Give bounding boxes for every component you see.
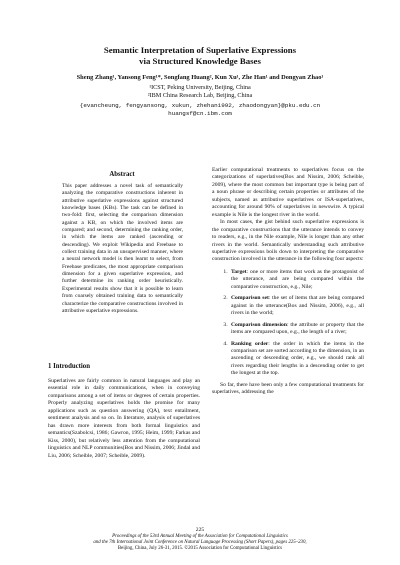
title-line-1: Semantic Interpretation of Superlative Expressions [103, 45, 297, 55]
aspect-term: Comparison dimension [231, 321, 287, 328]
proceedings-footer [40, 534, 360, 551]
abstract-heading: Abstract [109, 171, 135, 178]
aspect-term: Target [231, 268, 247, 275]
right-paragraph-2: In most cases, the gist behind such superlative expressions is the comparative constructions that the utterance intends to convey to readers, e.g., in the Nile example, Nile is longer than any other rivers in the world. Semantically understanding such attributive superlative expressions boils down to interpreting the comparative construction involved in the utterance in the following four aspects: [212, 219, 364, 263]
aspect-item [229, 295, 364, 317]
aspect-item [229, 322, 364, 337]
aspect-item [229, 341, 364, 378]
email-line-2: huangsf@cn.ibm.com [168, 110, 232, 118]
footer-line-3: Beijing, China, July 26-31, 2015. ©2015 Association for Computational Linguistics [117, 545, 283, 551]
aspect-term: Ranking order [231, 340, 269, 347]
paper-title [40, 45, 360, 67]
author-list: Sheng Zhang¹, Yansong Feng¹*, Songfang Huang², Kun Xu¹, Zhe Han¹ and Dongyan Zhao¹ [76, 74, 324, 81]
footer-line-1: Proceedings of the 53rd Annual Meeting of the Association for Computational Linguistics [112, 534, 288, 539]
right-paragraph-3: So far, there have been only a few computational treatments for superlatives, addressing the [212, 381, 364, 396]
introduction-heading: 1 Introduction [48, 363, 90, 370]
author-emails [40, 102, 360, 119]
page-number: 225 [195, 527, 205, 533]
footer-line-2: and the 7th International Joint Conference on Natural Language Processing (Short Papers), pages 225–230, [93, 539, 307, 545]
aspect-text: : the set of items that are being compared against in the utterance(Bos and Nissim, 2006), e.g., all rivers in the world; [231, 295, 364, 317]
aspect-text: : the order in which the items in the comparison set are sorted according to the dimension, in an ascending or descending order, e.g., we should rank all rivers regarding their lengths in a descending order to get the longest at the top. [231, 340, 364, 377]
aspect-text: : one or more items that work as the protagonist of the utterance, and are being compared within the comparative construction, e.g., Nile; [231, 268, 364, 290]
email-line-1: {evancheung, fengyansong, xukun, zhehan1992, zhaodongyan}@pku.edu.cn [79, 102, 321, 109]
aspect-item [229, 269, 364, 291]
aspect-term: Comparison set [231, 295, 269, 302]
right-paragraph-1: Earlier computational treatments to superlatives focus on the categorizations of superlatives(Bos and Nissim, 2006; Scheible, 2009), where the most common but important type is being part of a noun phrase or describing certain properties or attributes of the subjects, named as attributive superlatives or ISA-superlatives, accounting for around 90% of superlatives in newswire. A typical example is Nile is the longest river in the world. [212, 167, 364, 218]
aspect-list [212, 269, 364, 378]
aspect-text: : the attribute or property that the items are compared upon, e.g., the length of a river; [231, 321, 365, 336]
title-line-2: via Structured Knowledge Bases [139, 56, 261, 66]
abstract-body: This paper addresses a novel task of semantically analyzing the comparative constructions inherent in attributive superlative expressions against structured knowledge bases (KBs). The task can be defined in two-fold: first, selecting the comparison dimension against a KB, on which the involved items are compared; and second, determining the ranking order, in which the items are ranked (ascending or descending). We exploit Wikipedia and Freebase to collect training data in an unsupervised manner, where a neural network model is then learnt to select, from Freebase predicates, the most appropriate comparison dimension for a given superlative expression, and further determine its ranking order heuristically. Experimental results show that it is possible to learn from coarsely obtained training data to semantically characterize the comparative constructions involved in attributive superlative expressions. [62, 183, 183, 314]
affiliation-2: ²IBM China Research Lab, Beijing, China [147, 92, 253, 99]
introduction-body: Superlatives are fairly common in natural languages and play an essential role in daily communications, when in conveying comparisons among a set of items or degrees of certain properties. Properly analyzing superlatives holds the promise for many applications such as question answering (QA), text entailment, sentiment analysis and so on. In literature, analysis of superlatives has drawn more interests from both formal linguistics and semantics(Szabolcsi, 1986; Gawron, 1995; Heim, 1999; Farkas and Kiss, 2000), but relatively less attention from the computational linguistics and NLP communities(Bos and Nissim, 2006; Jindal and Liu, 2006; Scheible, 2007; Scheible, 2009). [48, 378, 200, 459]
right-column [212, 167, 364, 397]
affiliation-1: ¹ICST, Peking University, Beijing, China [149, 84, 251, 91]
